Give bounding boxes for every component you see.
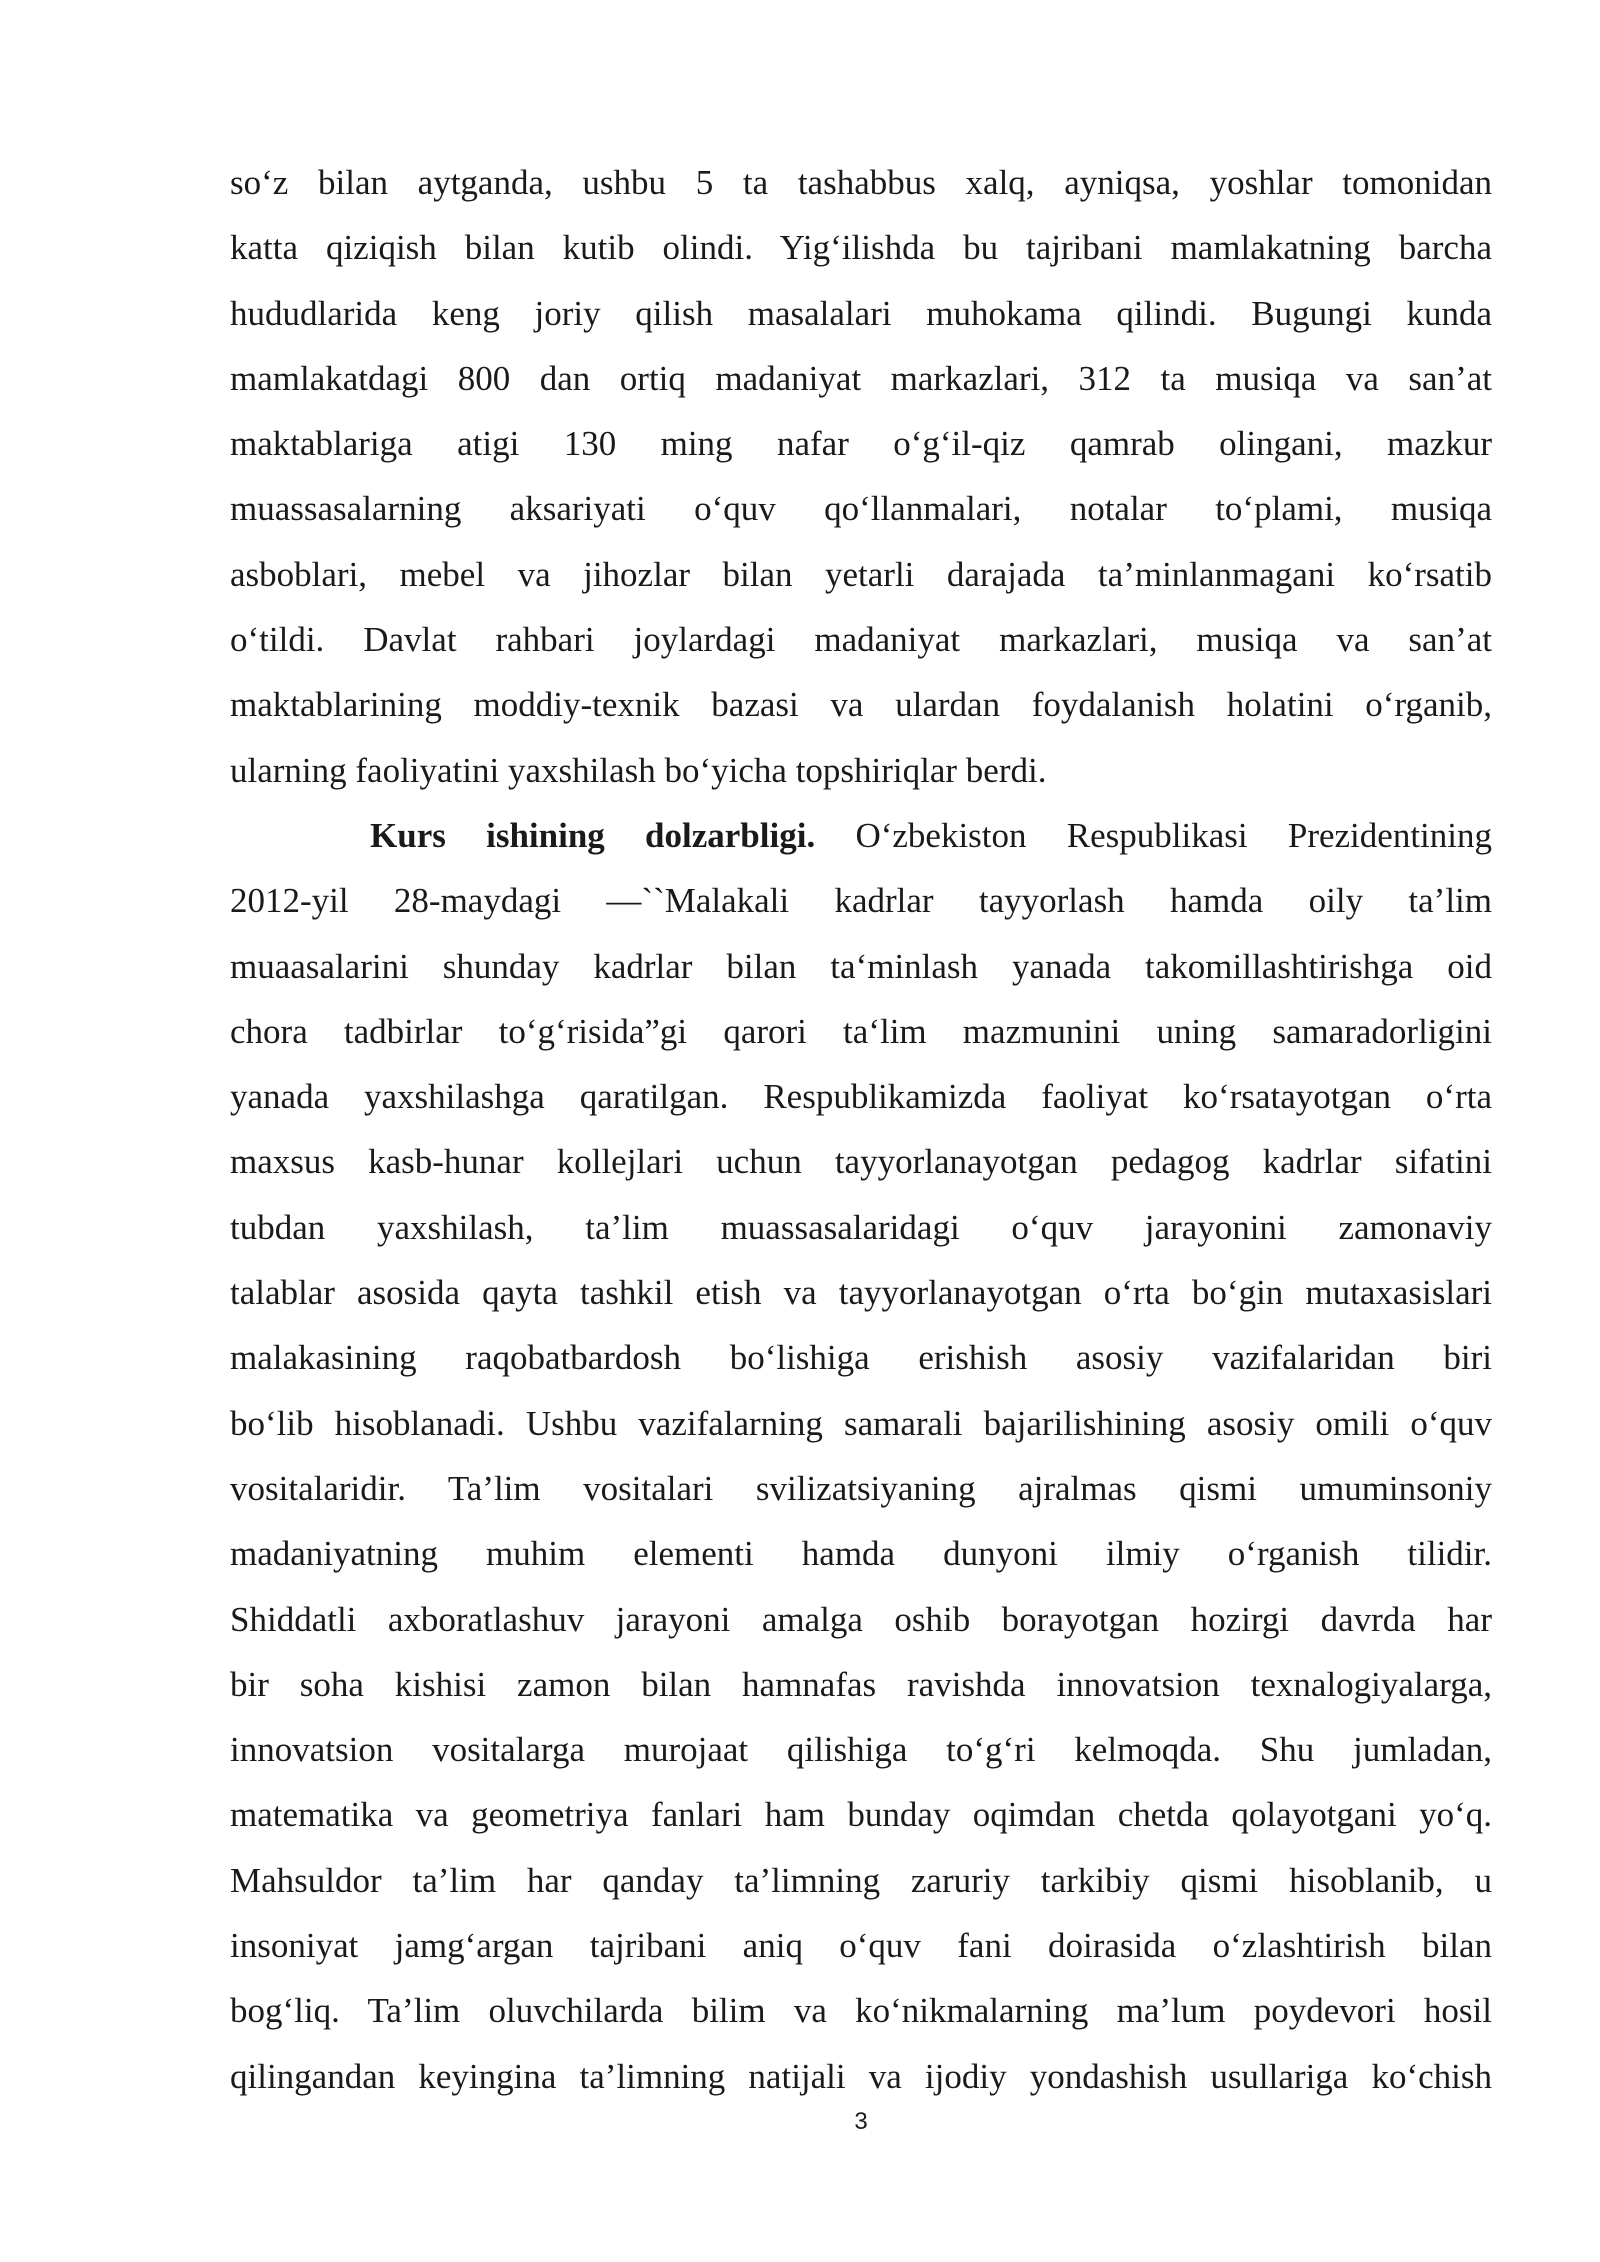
text-line: talablar asosida qayta tashkil etish va tayyorlanayotgan o‘rta bo‘gin mutaxasislari <box>230 1273 1492 1313</box>
text-line: madaniyatning muhim elementi hamda dunyoni ilmiy o‘rganish tilidir. <box>230 1534 1492 1574</box>
text-line: bo‘lib hisoblanadi. Ushbu vazifalarning samarali bajarilishining asosiy omili o‘quv <box>230 1403 1492 1443</box>
text-line: vositalaridir. Ta’lim vositalari svilizatsiyaning ajralmas qismi umuminsoniy <box>230 1468 1492 1508</box>
paragraph-2 <box>230 803 1492 2109</box>
text-line: malakasining raqobatbardosh bo‘lishiga erishish asosiy vazifalaridan biri <box>230 1338 1492 1378</box>
section-heading: Kurs ishining dolzarbligi. <box>370 815 816 855</box>
text-line: insoniyat jamg‘argan tajribani aniq o‘quv fani doirasida o‘zlashtirish bilan <box>230 1926 1492 1966</box>
text-line: katta qiziqish bilan kutib olindi. Yig‘ilishda bu tajribani mamlakatning barcha <box>230 228 1492 268</box>
text-line: yanada yaxshilashga qaratilgan. Respublikamizda faoliyat ko‘rsatayotgan o‘rta <box>230 1077 1492 1117</box>
text-line: muaasalarini shunday kadrlar bilan ta‘minlash yanada takomillashtirishga oid <box>230 946 1492 986</box>
text-line: asboblari, mebel va jihozlar bilan yetarli darajada ta’minlanmagani ko‘rsatib <box>230 554 1492 594</box>
text-line-with-heading <box>230 803 1492 868</box>
body-text <box>230 150 1492 2109</box>
heading-line-rest: O‘zbekiston Respublikasi Prezidentining <box>815 815 1492 855</box>
text-line: chora tadbirlar to‘g‘risida”gi qarori ta‘lim mazmunini uning samaradorligini <box>230 1011 1492 1051</box>
text-line: bir soha kishisi zamon bilan hamnafas ravishda innovatsion texnalogiyalarga, <box>230 1664 1492 1704</box>
text-line: maktablariga atigi 130 ming nafar o‘g‘il-qiz qamrab olingani, mazkur <box>230 424 1492 464</box>
text-line: qilingandan keyingina ta’limning natijali va ijodiy yondashish usullariga ko‘chish <box>230 2056 1492 2096</box>
text-line: mamlakatdagi 800 dan ortiq madaniyat markazlari, 312 ta musiqa va san’at <box>230 358 1492 398</box>
text-line: Mahsuldor ta’lim har qanday ta’limning zaruriy tarkibiy qismi hisoblanib, u <box>230 1860 1492 1900</box>
text-line: tubdan yaxshilash, ta’lim muassasalaridagi o‘quv jarayonini zamonaviy <box>230 1207 1492 1247</box>
text-line: so‘z bilan aytganda, ushbu 5 ta tashabbus xalq, ayniqsa, yoshlar tomonidan <box>230 163 1492 202</box>
text-line: muassasalarning aksariyati o‘quv qo‘llanmalari, notalar to‘plami, musiqa <box>230 489 1492 529</box>
text-line: matematika va geometriya fanlari ham bunday oqimdan chetda qolayotgani yo‘q. <box>230 1795 1492 1835</box>
text-line: maxsus kasb-hunar kollejlari uchun tayyorlanayotgan pedagog kadrlar sifatini <box>230 1142 1492 1182</box>
text-line: o‘tildi. Davlat rahbari joylardagi madaniyat markazlari, musiqa va san’at <box>230 620 1492 660</box>
text-line: 2012-yil 28-maydagi ―``Malakali kadrlar tayyorlash hamda oily ta’lim <box>230 881 1492 921</box>
text-line: Shiddatli axboratlashuv jarayoni amalga oshib borayotgan hozirgi davrda har <box>230 1599 1492 1639</box>
text-line: bog‘liq. Ta’lim oluvchilarda bilim va ko‘nikmalarning ma’lum poydevori hosil <box>230 1991 1492 2031</box>
text-line: ularning faoliyatini yaxshilash bo‘yicha topshiriqlar berdi. <box>230 750 1047 790</box>
text-line: innovatsion vositalarga murojaat qilishiga to‘g‘ri kelmoqda. Shu jumladan, <box>230 1730 1492 1770</box>
text-line: maktablarining moddiy-texnik bazasi va ulardan foydalanish holatini o‘rganib, <box>230 685 1492 725</box>
page-number: 3 <box>854 2108 868 2135</box>
paragraph-1 <box>230 150 1492 803</box>
text-line: hududlarida keng joriy qilish masalalari muhokama qilindi. Bugungi kunda <box>230 293 1492 333</box>
